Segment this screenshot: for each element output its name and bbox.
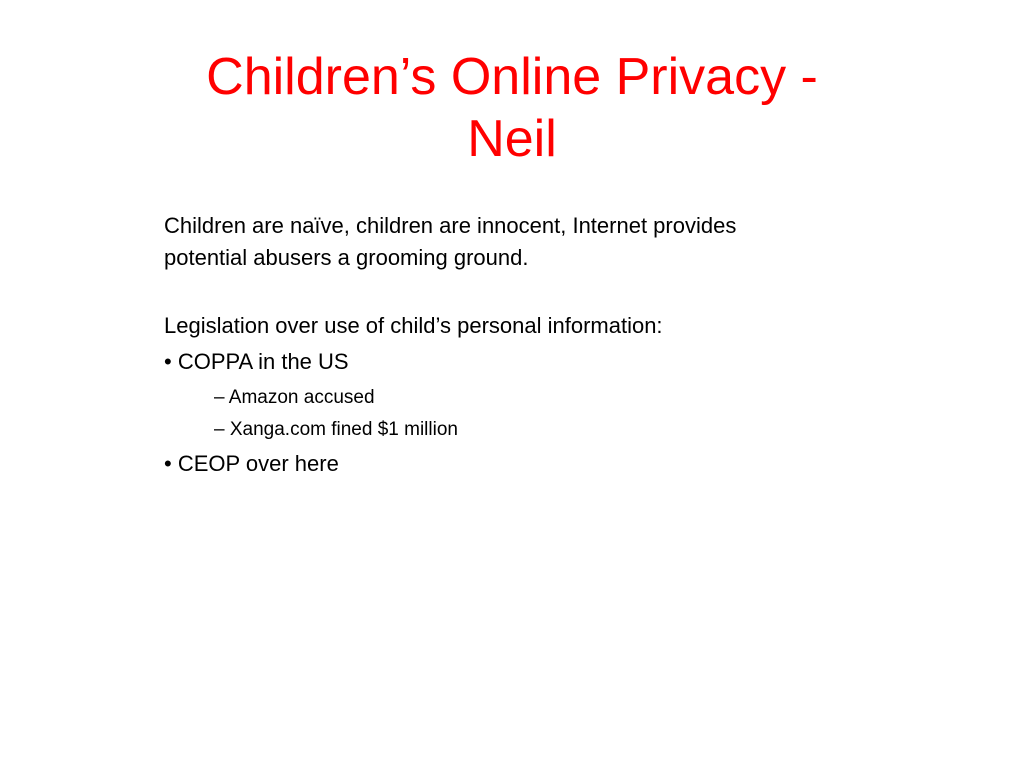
subitem-amazon: – Amazon accused: [214, 387, 375, 408]
intro-line-1: Children are naïve, children are innocent, Internet provides: [164, 213, 737, 238]
legislation-heading: Legislation over use of child’s personal information:: [164, 313, 663, 338]
intro-paragraph: [164, 210, 884, 274]
bullet-ceop: • CEOP over here: [164, 451, 339, 476]
title-line-2: Neil: [467, 110, 557, 168]
slide-body: [164, 210, 884, 484]
bullet-coppa: • COPPA in the US: [164, 349, 349, 374]
slide-title: [120, 46, 904, 170]
intro-line-2: potential abusers a grooming ground.: [164, 245, 529, 270]
title-line-1: Children’s Online Privacy -: [206, 48, 818, 106]
subitem-xanga: – Xanga.com fined $1 million: [214, 419, 458, 440]
